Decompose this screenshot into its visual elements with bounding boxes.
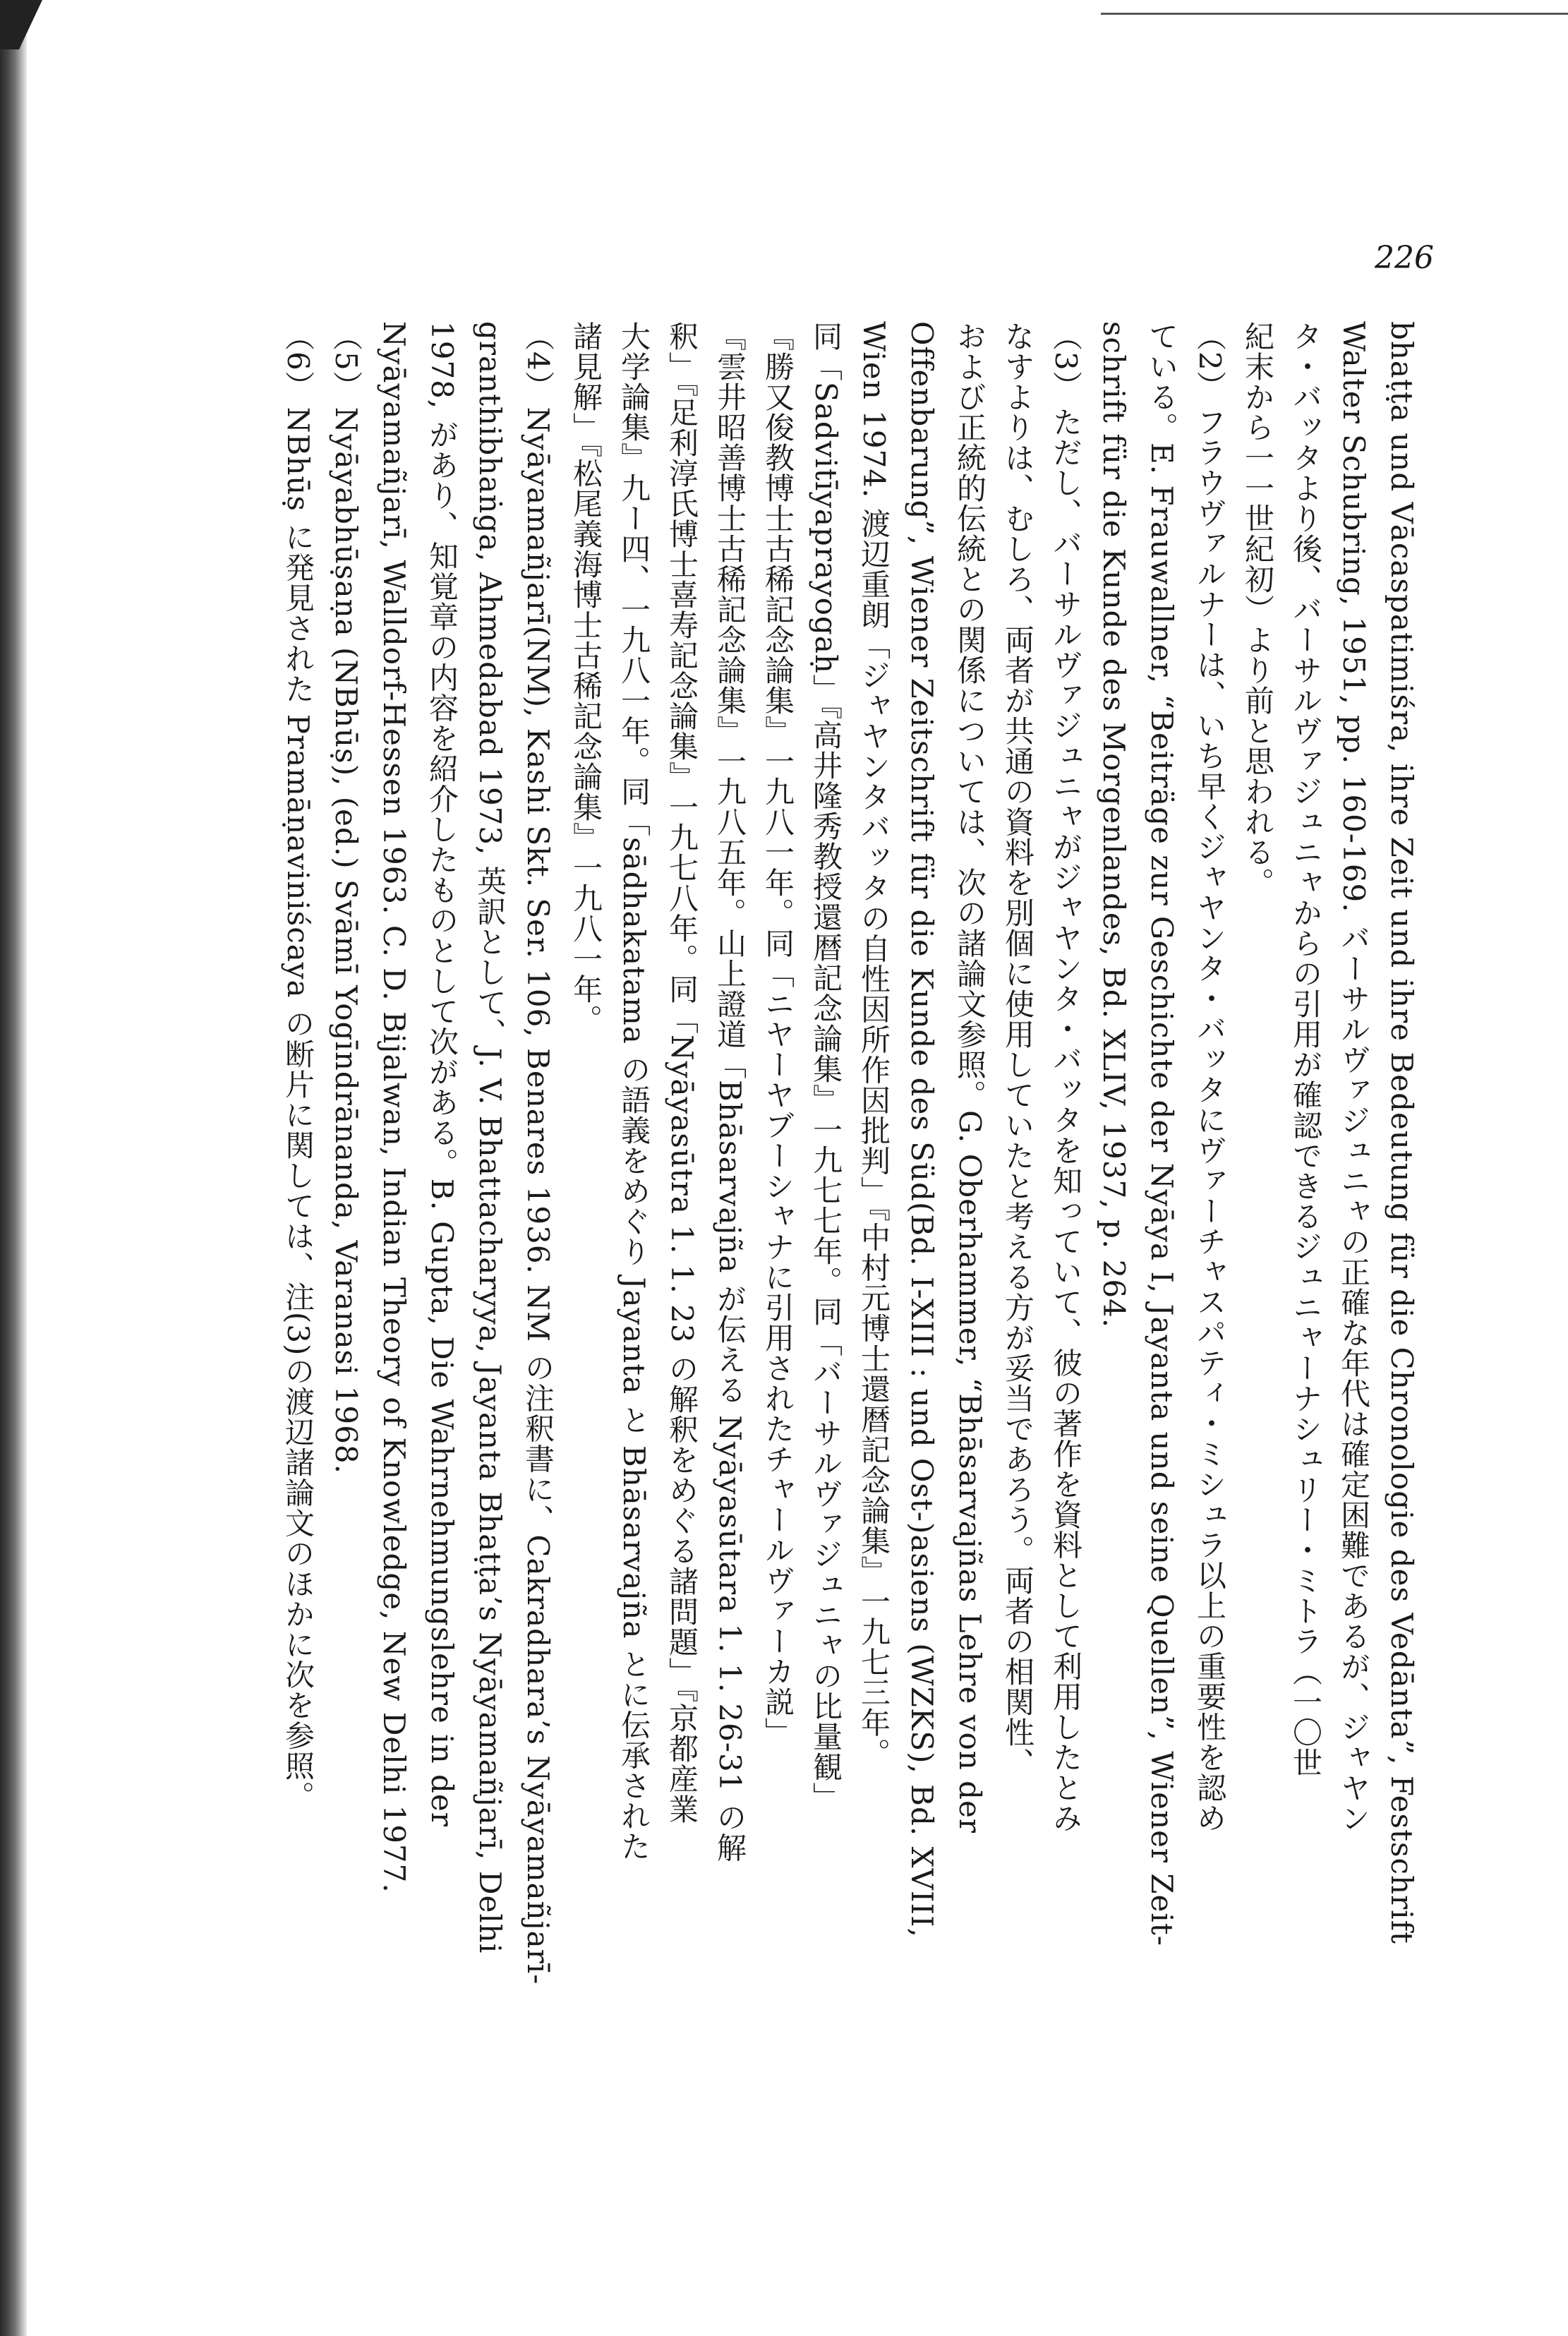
note-line <box>514 321 562 2170</box>
note-line: ている。E. Frauwallner, “Beiträge zur Geschichte der Nyāya I, Jayanta und seine Quellen”, Wiener Zeit- <box>1145 321 1179 1946</box>
top-rule <box>1101 13 1568 15</box>
note-line: bhaṭṭa und Vācaspatimiśra, ihre Zeit und ihre Bedeutung für die Chronologie des Vedānta”, Festschrift <box>1385 321 1419 1945</box>
note-number: （4） <box>521 321 555 402</box>
note-2 <box>1090 321 1234 2170</box>
note-line: Walter Schubring, 1951, pp. 160-169. バーサルヴァジュニャの正確な年代は確定困難であるが、ジャヤン <box>1337 321 1371 1834</box>
note-line: なすよりは、むしろ、両者が共通の資料を別個に使用していたと考える方が妥当であろう。両者の相関性、 <box>1001 321 1035 1778</box>
note-line: granthibhaṅga, Ahmedabad 1973, 英訳として、J. V. Bhattacharyya, Jayanta Bhaṭṭa’s Nyāyamañjarī, Delhi <box>473 321 507 1954</box>
note-line: 大学論集』九ー四、一九八一年。同「sādhakatama の語義をめぐり Jayanta と Bhāsarvajña とに伝承された <box>617 321 651 1862</box>
note-line: Wien 1974. 渡辺重朗「ジャヤンタバッタの自性因所作因批判」『中村元博士還暦記念論集』一九七三年。 <box>857 321 891 1769</box>
note-6 <box>274 321 322 2170</box>
note-line <box>274 321 322 2170</box>
note-line: 同「Sadvitīyaprayogaḥ」『高井隆秀教授還暦記念論集』一九七七年。同「バーサルヴァジュニャの比量観」 <box>809 321 843 1812</box>
note-line: schrift für die Kunde des Morgenlandes, Bd. XLIV, 1937, p. 264. <box>1097 321 1131 1329</box>
note-text: NBhūṣ に発見された Pramāṇaviniścaya の断片に関しては、注(3)の渡辺諸論文のほかに次を参照。 <box>281 407 315 1812</box>
note-4 <box>370 321 562 2170</box>
note-text: Nyāyamañjarī(NM), Kashi Skt. Ser. 106, Benares 1936. NM の注釈書に、Cakradhara’s Nyāyamañjarī- <box>521 407 555 1985</box>
note-line <box>322 321 370 2170</box>
note-line: 釈」『足利淳氏博士喜寿記念論集』一九七八年。同「Nyāyasūtra 1. 1. 23 の解釈をめぐる諸問題」『京都産業 <box>665 321 699 1824</box>
note-line: 1978, があり、知覚章の内容を紹介したものとして次がある。B. Gupta, Die Wahrnehmungslehre in der <box>425 321 459 1827</box>
note-line <box>1186 321 1234 2170</box>
note-line: Offenbarung”, Wiener Zeitschrift für die Kunde des Süd(Bd. I-XIII : und Ost-)asiens (WZKS), Bd. XVIII, <box>905 321 939 1938</box>
note-number: （5） <box>329 321 363 402</box>
note-3 <box>562 321 1090 2170</box>
note-line: Nyāyamañjarī, Walldorf-Hessen 1963. C. D. Bijalwan, Indian Theory of Knowledge, New Delhi 1977. <box>377 321 411 1894</box>
note-number: （6） <box>281 321 315 402</box>
note-line: タ・バッタより後、バーサルヴァジュニャからの引用が確認できるジュニャーナシュリー・ミトラ（一〇世 <box>1289 321 1323 1778</box>
note-line: および正統的伝統との関係については、次の諸論文参照。G. Oberhammer, “Bhāsarvajñas Lehre von der <box>953 321 987 1834</box>
page-number: 226 <box>1375 240 1434 276</box>
note-number: （3） <box>1049 321 1083 402</box>
note-line: 『雲井昭善博士古稀記念論集』一九八五年。山上證道「Bhāsarvajña が伝える Nyāyasūtara 1. 1. 26-31 の解 <box>713 321 747 1863</box>
note-5 <box>322 321 370 2170</box>
note-line: 諸見解」『松尾義海博士古稀記念論集』一九八一年。 <box>569 321 603 1035</box>
binding-edge <box>0 0 27 2336</box>
note-line <box>1042 321 1090 2170</box>
notes-body <box>233 321 1425 2170</box>
note-text: フラウヴァルナーは、いち早くジャヤンタ・バッタにヴァーチャスパティ・ミシュラ以上の重要性を認め <box>1193 407 1227 1834</box>
note-1-continuation <box>1234 321 1425 2170</box>
note-text: ただし、バーサルヴァジュニャがジャヤンタ・バッタを知っていて、彼の著作を資料として利用したとみ <box>1049 407 1083 1834</box>
note-line: 『勝又俊教博士古稀記念論集』一九八一年。同「ニヤーヤブーシャナに引用されたチャールヴァーカ説」 <box>761 321 795 1747</box>
note-text: Nyāyabhūṣaṇa (NBhūṣ), (ed.) Svāmī Yogīndrānanda, Varanasi 1968. <box>329 407 363 1474</box>
note-line: 紀末から一一世紀初）より前と思われる。 <box>1241 321 1275 898</box>
binding-mark <box>0 0 42 49</box>
note-number: （2） <box>1193 321 1227 402</box>
